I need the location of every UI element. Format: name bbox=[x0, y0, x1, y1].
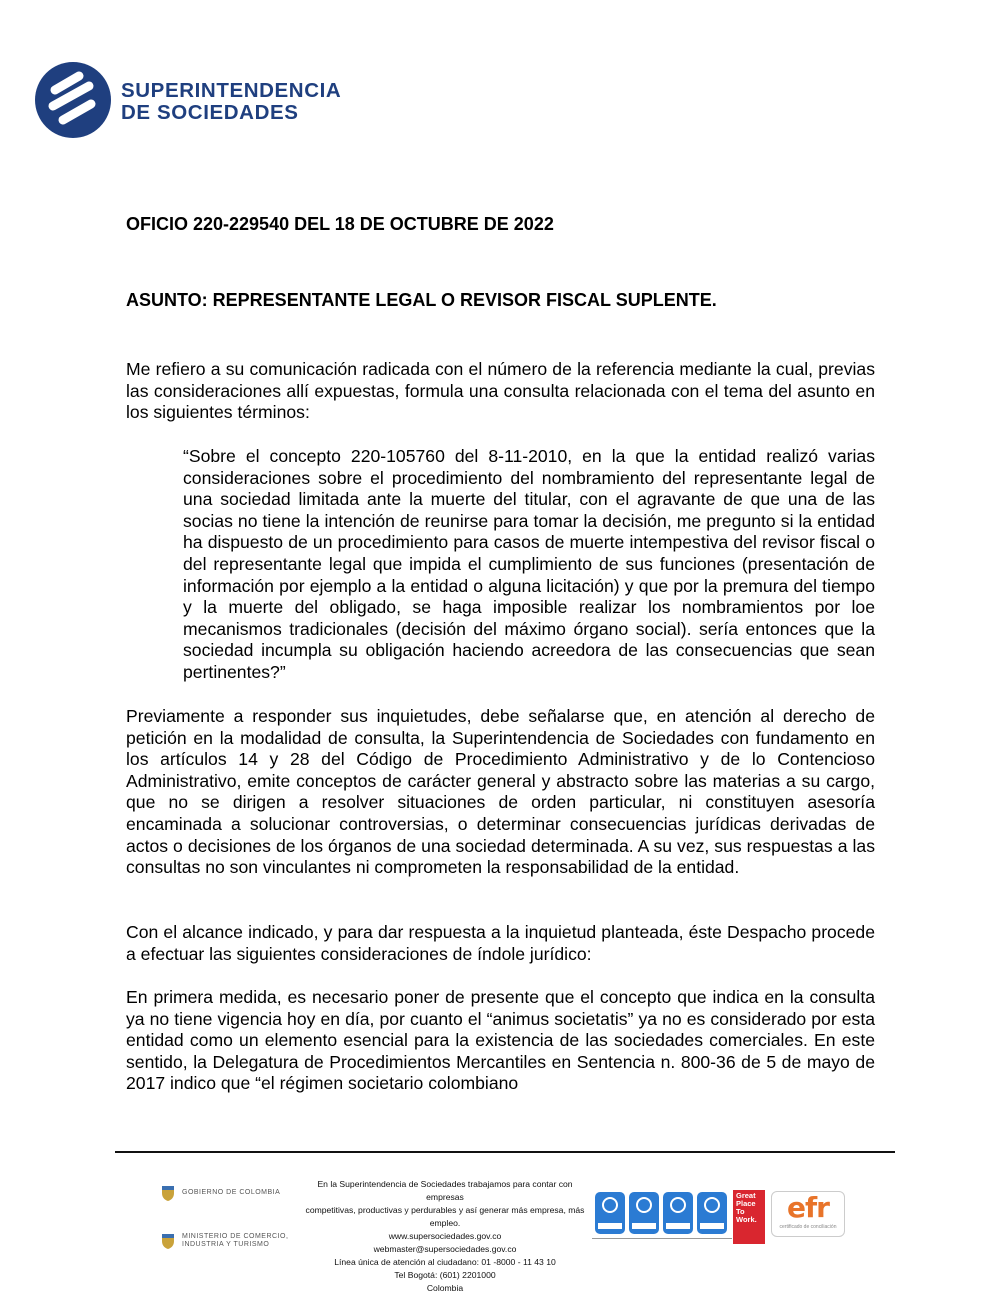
footer-tel-bogota: Tel Bogotá: (601) 2201000 bbox=[394, 1270, 496, 1280]
footer-country: Colombia bbox=[426, 1283, 464, 1293]
intro-paragraph: Me refiero a su comunicación radicada con el número de la referencia mediante la cual, previas las consideraciones allí expuestas, formula una consulta relacionada con el tema del asunto en los siguientes términos: bbox=[126, 359, 875, 423]
icontec-certification-badge bbox=[595, 1192, 625, 1234]
mincomercio-logo bbox=[160, 1232, 288, 1250]
footer-mission-1: En la Superintendencia de Sociedades trabajamos para contar con empresas bbox=[317, 1179, 573, 1202]
gptw-word-1: Great bbox=[736, 1191, 756, 1200]
gobierno-de-colombia-logo bbox=[160, 1184, 280, 1202]
superintendencia-logo bbox=[33, 60, 373, 144]
document-title: OFICIO 220-229540 DEL 18 DE OCTUBRE DE 2022 bbox=[126, 214, 554, 234]
logo-line-1: SUPERINTENDENCIA bbox=[121, 79, 342, 102]
colombia-coat-of-arms-icon bbox=[160, 1232, 176, 1250]
ministry-label-1: MINISTERIO DE COMERCIO, bbox=[182, 1233, 289, 1240]
gptw-word-4: Work. bbox=[736, 1215, 757, 1224]
gptw-word-3: To bbox=[736, 1207, 745, 1216]
efr-logo: efr bbox=[787, 1191, 829, 1224]
superintendencia-logo-icon bbox=[33, 60, 113, 140]
icontec-certification-badge bbox=[629, 1192, 659, 1234]
footer-mission-2: competitivas, productivas y perdurables y así generar más empresa, más empleo. bbox=[305, 1205, 585, 1228]
consultation-quote: “Sobre el concepto 220-105760 del 8-11-2010, en la que la entidad realizó varias consideraciones sobre el procedimiento del nombramiento del representante legal de una sociedad limitada ante la muerte del titular, con el agravante de que una de las socias no tiene la intención de reunirse para tomar la decisión, me pregunto si la entidad ha dispuesto de un procedimiento para casos de muerte intempestiva del revisor fiscal o del representante legal que impida el cumplimiento de sus funciones (presentación de información por ejemplo a la entidad o alguna licitación) y que por la premura del tiempo y la muerte del obligado, se haga imposible realizar los nombramientos por loe mecanismos tradicionales (decisión del máximo órgano social). sería entonces que la sociedad incumpla su obligación haciendo acreedora de las consecuencias que sean pertinentes?” bbox=[183, 446, 875, 682]
document-subject: ASUNTO: REPRESENTANTE LEGAL O REVISOR FISCAL SUPLENTE. bbox=[126, 290, 717, 310]
great-place-to-work-badge bbox=[733, 1190, 765, 1244]
icontec-certification-badge bbox=[697, 1192, 727, 1234]
footer-email: webmaster@supersociedades.gov.co bbox=[373, 1244, 517, 1254]
icontec-certification-badge bbox=[663, 1192, 693, 1234]
certification-codes-strip bbox=[592, 1238, 732, 1243]
efr-certification-badge bbox=[771, 1191, 845, 1237]
gptw-word-2: Place bbox=[736, 1199, 756, 1208]
ministry-label-2: INDUSTRIA Y TURISMO bbox=[182, 1241, 270, 1248]
gov-label: GOBIERNO DE COLOMBIA bbox=[182, 1189, 281, 1196]
colombia-coat-of-arms-icon bbox=[160, 1184, 176, 1202]
footer-phone-line: Línea única de atención al ciudadano: 01 -8000 - 11 43 10 bbox=[334, 1257, 556, 1267]
efr-subtitle: certificado de conciliación bbox=[779, 1224, 837, 1230]
footer-website: www.supersociedades.gov.co bbox=[388, 1231, 502, 1241]
body-paragraph-2: Con el alcance indicado, y para dar respuesta a la inquietud planteada, éste Despacho procede a efectuar las siguientes consideraciones de índole jurídico: bbox=[126, 922, 875, 964]
footer-divider bbox=[115, 1151, 895, 1153]
body-paragraph-1: Previamente a responder sus inquietudes, debe señalarse que, en atención al derecho de petición en la modalidad de consulta, la Superintendencia de Sociedades con fundamento en los artículos 14 y 28 del Código de Procedimiento Administrativo y de lo Contencioso Administrativo, emite conceptos de carácter general y abstracto sobre las materias a su cargo, que no se dirigen a resolver situaciones de orden particular, ni constituyen asesoría encaminada a solucionar controversias, o determinar consecuencias jurídicas derivadas de actos o decisiones de los órganos de una sociedad determinada. A su vez, sus respuestas a las consultas no son vinculantes ni comprometen la responsabilidad de la entidad. bbox=[126, 706, 875, 878]
footer-contact-block bbox=[300, 1178, 590, 1295]
logo-wordmark bbox=[121, 80, 341, 124]
logo-line-2: DE SOCIEDADES bbox=[121, 101, 299, 124]
body-paragraph-3: En primera medida, es necesario poner de presente que el concepto que indica en la consulta ya no tiene vigencia hoy en día, por cuanto el “animus societatis” ya no es considerado por esta entidad como un elemento esencial para la existencia de las sociedades comerciales. En este sentido, la Delegatura de Procedimientos Mercantiles en Sentencia n. 800-36 de 5 de mayo de 2017 indico que “el régimen societario colombiano bbox=[126, 987, 875, 1094]
